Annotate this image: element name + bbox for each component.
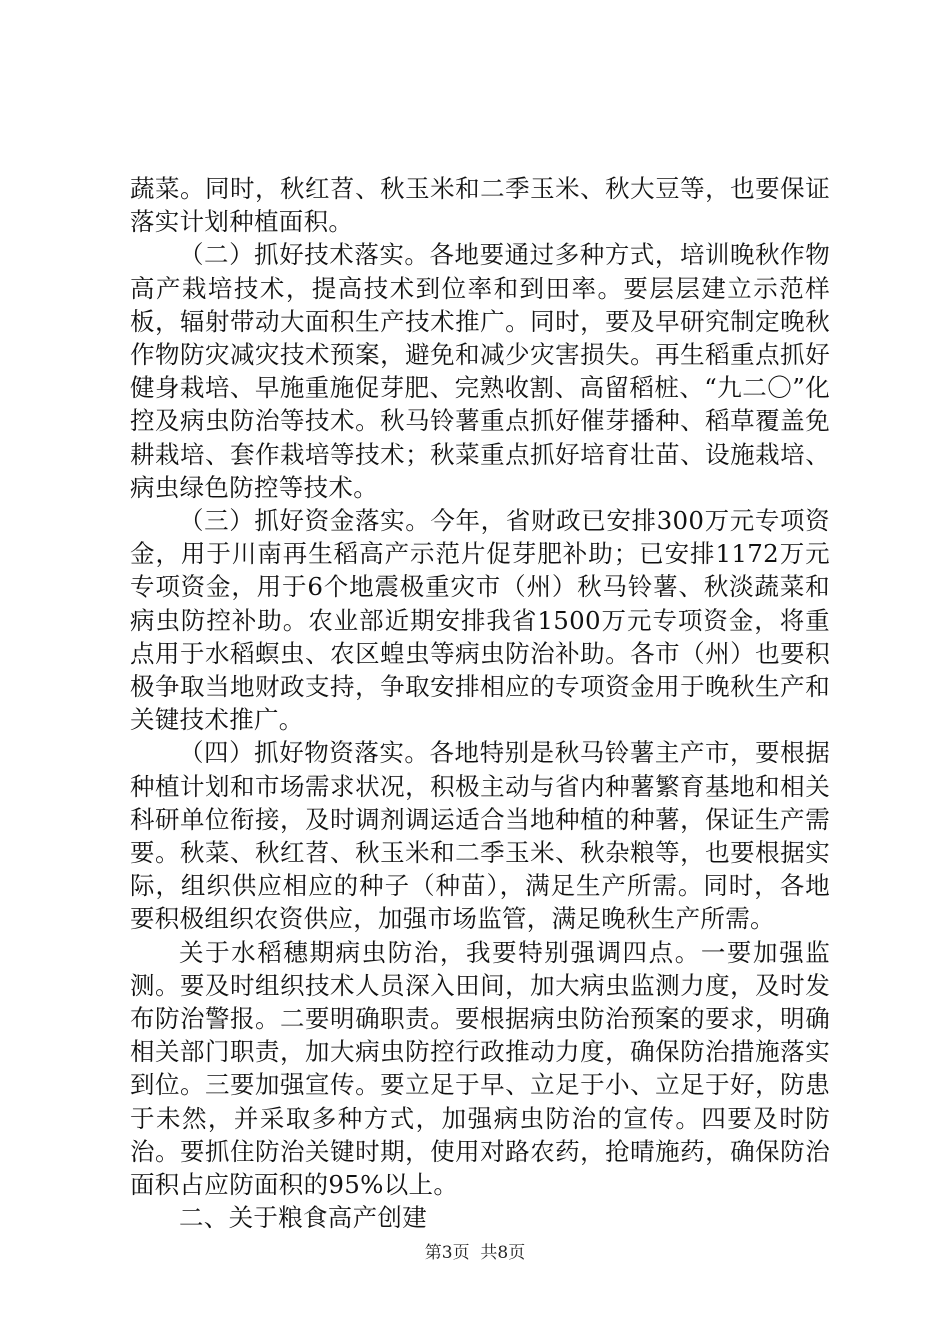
page-total: 共8页	[480, 1243, 526, 1263]
paragraph-5: 关于水稻穗期病虫防治，我要特别强调四点。一要加强监测。要及时组织技术人员深入田间，加大病虫监测力度，及时发布防治警报。二要明确职责。要根据病虫防治预案的要求，明确相关部门职责，加大病虫防控行政推动力度，确保防治措施落实到位。三要加强宣传。要立足于早、立足于小、立足于好，防患于未然，并采取多种方式，加强病虫防治的宣传。四要及时防治。要抓住防治关键时期，使用对路农药，抢晴施药，确保防治面积占应防面积的95%以上。	[130, 937, 830, 1200]
paragraph-2: （二）抓好技术落实。各地要通过多种方式，培训晚秋作物高产栽培技术，提高技术到位率和到田率。要层层建立示范样板，辐射带动大面积生产技术推广。同时，要及早研究制定晚秋作物防灾减灾技术预案，避免和减少灾害损失。再生稻重点抓好健身栽培、早施重施促芽肥、完熟收割、高留稻桩、“九二〇”化控及病虫防治等技术。秋马铃薯重点抓好催芽播种、稻草覆盖免耕栽培、套作栽培等技术；秋菜重点抓好培育壮苗、设施栽培、病虫绿色防控等技术。	[130, 240, 830, 502]
paragraph-3: （三）抓好资金落实。今年，省财政已安排300万元专项资金，用于川南再生稻高产示范片促芽肥补助；已安排1172万元专项资金，用于6个地震极重灾市（州）秋马铃薯、秋淡蔬菜和病虫防控补助。农业部近期安排我省1500万元专项资金，将重点用于水稻螟虫、农区蝗虫等病虫防治补助。各市（州）也要积极争取当地财政支持，争取安排相应的专项资金用于晚秋生产和关键技术推广。	[130, 506, 830, 735]
paragraph-4: （四）抓好物资落实。各地特别是秋马铃薯主产市，要根据种植计划和市场需求状况，积极主动与省内种薯繁育基地和相关科研单位衔接，及时调剂调运适合当地种植的种薯，保证生产需要。秋菜、秋红苕、秋玉米和二季玉米、秋杂粮等，也要根据实际，组织供应相应的种子（种苗），满足生产所需。同时，各地要积极组织农资供应，加强市场监管，满足晚秋生产所需。	[130, 738, 830, 934]
page-number: 第3页	[424, 1243, 470, 1263]
paragraph-1: 蔬菜。同时，秋红苕、秋玉米和二季玉米、秋大豆等，也要保证落实计划种植面积。	[130, 174, 830, 237]
section-heading: 二、关于粮食高产创建	[179, 1203, 427, 1233]
page-footer	[0, 1242, 950, 1264]
document-body	[130, 172, 830, 1235]
